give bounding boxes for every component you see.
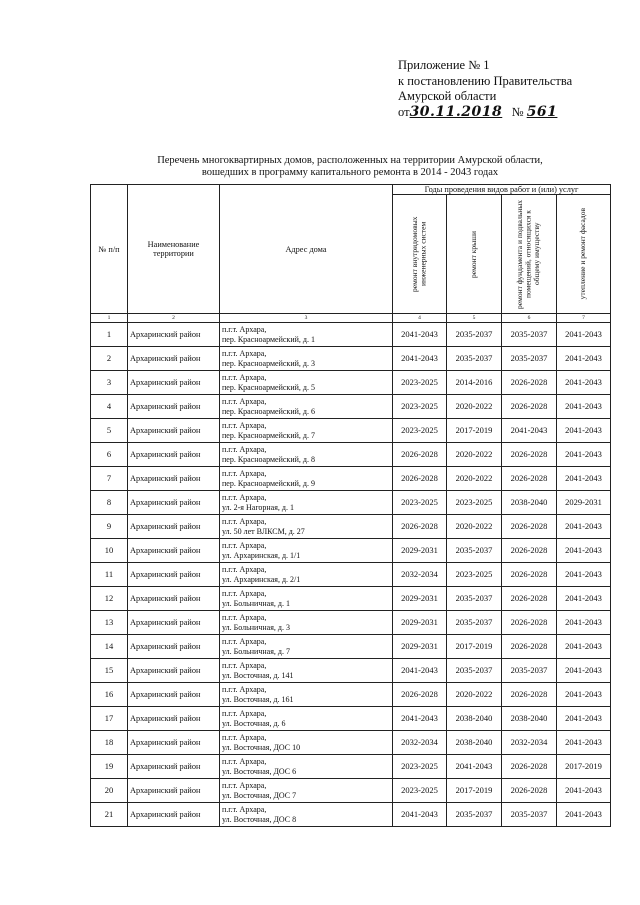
territory-cell: Архаринский район [128, 371, 220, 395]
resolution-date: 30.11.2018 [409, 103, 503, 120]
row-number: 5 [91, 419, 128, 443]
header-col6: ремонт фундамента и подвальных помещений, относящихся к общему имуществу [515, 199, 542, 309]
facade-repair-years: 2041-2043 [557, 659, 611, 683]
row-number: 16 [91, 683, 128, 707]
header-years-group: Годы проведения видов работ и (или) услуг [393, 185, 611, 195]
roof-repair-years: 2041-2043 [447, 755, 502, 779]
table-row [91, 731, 611, 755]
facade-repair-years: 2041-2043 [557, 611, 611, 635]
row-number: 14 [91, 635, 128, 659]
address-line2: ул. Архаринская, д. 2/1 [222, 574, 301, 584]
roof-repair-years: 2035-2037 [447, 323, 502, 347]
header-col7: утепление и ремонт фасадов [578, 208, 588, 300]
engineering-systems-years: 2023-2025 [393, 419, 447, 443]
roof-repair-years: 2020-2022 [447, 443, 502, 467]
address-line2: пер. Красноармейский, д. 9 [222, 478, 315, 488]
header-num: № п/п [91, 185, 128, 314]
address-cell [220, 539, 393, 563]
roof-repair-years: 2017-2019 [447, 419, 502, 443]
roof-repair-years: 2035-2037 [447, 539, 502, 563]
address-line1: п.г.т. Архара, [222, 589, 267, 598]
territory-cell: Архаринский район [128, 611, 220, 635]
engineering-systems-years: 2029-2031 [393, 635, 447, 659]
row-number: 20 [91, 779, 128, 803]
row-number: 6 [91, 443, 128, 467]
facade-repair-years: 2041-2043 [557, 371, 611, 395]
address-line1: п.г.т. Архара, [222, 445, 267, 454]
facade-repair-years: 2041-2043 [557, 515, 611, 539]
address-line2: ул. Больничная, д. 1 [222, 598, 290, 608]
header-col4: ремонт внутридомовых инженерных систем [410, 216, 428, 292]
table-row [91, 347, 611, 371]
number-label: № [511, 104, 524, 119]
roof-repair-years: 2035-2037 [447, 347, 502, 371]
roof-repair-years: 2020-2022 [447, 683, 502, 707]
col-number: 3 [220, 314, 393, 323]
facade-repair-years: 2041-2043 [557, 587, 611, 611]
address-line1: п.г.т. Архара, [222, 397, 267, 406]
row-number: 10 [91, 539, 128, 563]
address-line1: п.г.т. Архара, [222, 325, 267, 334]
facade-repair-years: 2041-2043 [557, 731, 611, 755]
address-line2: ул. Восточная, д. 141 [222, 670, 294, 680]
territory-cell: Архаринский район [128, 443, 220, 467]
address-line1: п.г.т. Архара, [222, 805, 267, 814]
table-row [91, 635, 611, 659]
address-line2: пер. Красноармейский, д. 8 [222, 454, 315, 464]
table-body [91, 323, 611, 827]
address-line1: п.г.т. Архара, [222, 637, 267, 646]
address-line2: пер. Красноармейский, д. 7 [222, 430, 315, 440]
col-number: 4 [393, 314, 447, 323]
col-number: 2 [128, 314, 220, 323]
housing-table [90, 184, 611, 827]
table-row [91, 515, 611, 539]
facade-repair-years: 2029-2031 [557, 491, 611, 515]
table-row [91, 491, 611, 515]
col-number: 5 [447, 314, 502, 323]
engineering-systems-years: 2041-2043 [393, 659, 447, 683]
engineering-systems-years: 2029-2031 [393, 611, 447, 635]
row-number: 17 [91, 707, 128, 731]
header-col4-cell [393, 195, 447, 314]
foundation-repair-years: 2026-2028 [502, 395, 557, 419]
address-line1: п.г.т. Архара, [222, 373, 267, 382]
territory-cell: Архаринский район [128, 659, 220, 683]
row-number: 2 [91, 347, 128, 371]
facade-repair-years: 2041-2043 [557, 323, 611, 347]
engineering-systems-years: 2029-2031 [393, 539, 447, 563]
engineering-systems-years: 2041-2043 [393, 803, 447, 827]
table-row [91, 611, 611, 635]
foundation-repair-years: 2035-2037 [502, 323, 557, 347]
territory-cell: Архаринский район [128, 587, 220, 611]
facade-repair-years: 2041-2043 [557, 467, 611, 491]
engineering-systems-years: 2023-2025 [393, 371, 447, 395]
address-line1: п.г.т. Архара, [222, 469, 267, 478]
address-cell [220, 467, 393, 491]
foundation-repair-years: 2026-2028 [502, 683, 557, 707]
table-row [91, 323, 611, 347]
address-line1: п.г.т. Архара, [222, 781, 267, 790]
address-line2: ул. Восточная, д. 161 [222, 694, 294, 704]
table-row [91, 563, 611, 587]
row-number: 1 [91, 323, 128, 347]
foundation-repair-years: 2026-2028 [502, 755, 557, 779]
foundation-repair-years: 2035-2037 [502, 659, 557, 683]
engineering-systems-years: 2032-2034 [393, 731, 447, 755]
col-number: 6 [502, 314, 557, 323]
engineering-systems-years: 2023-2025 [393, 779, 447, 803]
table-row [91, 587, 611, 611]
table-row [91, 659, 611, 683]
foundation-repair-years: 2032-2034 [502, 731, 557, 755]
address-line2: ул. Восточная, ДОС 8 [222, 814, 297, 824]
territory-cell: Архаринский район [128, 491, 220, 515]
appendix-date-line [398, 105, 572, 121]
roof-repair-years: 2020-2022 [447, 515, 502, 539]
address-line2: ул. Восточная, ДОС 10 [222, 742, 301, 752]
address-line1: п.г.т. Архара, [222, 421, 267, 430]
appendix-line1: Приложение № 1 [398, 58, 490, 72]
foundation-repair-years: 2038-2040 [502, 707, 557, 731]
address-line1: п.г.т. Архара, [222, 493, 267, 502]
engineering-systems-years: 2041-2043 [393, 707, 447, 731]
document-title [100, 155, 600, 179]
table-row [91, 467, 611, 491]
roof-repair-years: 2035-2037 [447, 587, 502, 611]
col-number: 1 [91, 314, 128, 323]
row-number: 18 [91, 731, 128, 755]
facade-repair-years: 2041-2043 [557, 443, 611, 467]
address-cell [220, 611, 393, 635]
table-row [91, 539, 611, 563]
facade-repair-years: 2041-2043 [557, 707, 611, 731]
foundation-repair-years: 2035-2037 [502, 803, 557, 827]
appendix-line3: Амурской области [398, 89, 497, 103]
facade-repair-years: 2017-2019 [557, 755, 611, 779]
territory-cell: Архаринский район [128, 779, 220, 803]
address-line2: пер. Красноармейский, д. 3 [222, 358, 315, 368]
engineering-systems-years: 2026-2028 [393, 515, 447, 539]
address-cell [220, 443, 393, 467]
address-cell [220, 587, 393, 611]
address-line1: п.г.т. Архара, [222, 661, 267, 670]
row-number: 12 [91, 587, 128, 611]
address-line2: ул. Больничная, д. 7 [222, 646, 290, 656]
roof-repair-years: 2020-2022 [447, 395, 502, 419]
address-line1: п.г.т. Архара, [222, 757, 267, 766]
foundation-repair-years: 2026-2028 [502, 443, 557, 467]
foundation-repair-years: 2038-2040 [502, 491, 557, 515]
address-line2: ул. 50 лет ВЛКСМ, д. 27 [222, 526, 305, 536]
address-cell [220, 635, 393, 659]
roof-repair-years: 2035-2037 [447, 611, 502, 635]
row-number: 4 [91, 395, 128, 419]
roof-repair-years: 2038-2040 [447, 731, 502, 755]
address-cell [220, 491, 393, 515]
table-row [91, 779, 611, 803]
table-row [91, 419, 611, 443]
address-cell [220, 779, 393, 803]
appendix-line2: к постановлению Правительства [398, 73, 573, 88]
engineering-systems-years: 2023-2025 [393, 491, 447, 515]
territory-cell: Архаринский район [128, 563, 220, 587]
engineering-systems-years: 2026-2028 [393, 467, 447, 491]
header-col7-cell [557, 195, 611, 314]
address-cell [220, 395, 393, 419]
header-col6-cell [502, 195, 557, 314]
address-cell [220, 803, 393, 827]
engineering-systems-years: 2041-2043 [393, 347, 447, 371]
address-cell [220, 347, 393, 371]
address-cell [220, 371, 393, 395]
facade-repair-years: 2041-2043 [557, 347, 611, 371]
territory-cell: Архаринский район [128, 635, 220, 659]
territory-cell: Архаринский район [128, 419, 220, 443]
address-cell [220, 659, 393, 683]
resolution-number: 561 [526, 103, 558, 120]
roof-repair-years: 2014-2016 [447, 371, 502, 395]
territory-cell: Архаринский район [128, 395, 220, 419]
table-row [91, 755, 611, 779]
territory-cell: Архаринский район [128, 467, 220, 491]
address-cell [220, 419, 393, 443]
row-number: 9 [91, 515, 128, 539]
territory-cell: Архаринский район [128, 683, 220, 707]
engineering-systems-years: 2023-2025 [393, 755, 447, 779]
address-cell [220, 515, 393, 539]
territory-cell: Архаринский район [128, 707, 220, 731]
facade-repair-years: 2041-2043 [557, 803, 611, 827]
row-number: 13 [91, 611, 128, 635]
row-number: 7 [91, 467, 128, 491]
address-line1: п.г.т. Архара, [222, 517, 267, 526]
header-col5: ремонт крыши [468, 230, 478, 278]
row-number: 8 [91, 491, 128, 515]
foundation-repair-years: 2035-2037 [502, 347, 557, 371]
address-cell [220, 731, 393, 755]
foundation-repair-years: 2041-2043 [502, 419, 557, 443]
row-number: 3 [91, 371, 128, 395]
facade-repair-years: 2041-2043 [557, 635, 611, 659]
address-line2: пер. Красноармейский, д. 1 [222, 334, 315, 344]
row-number: 21 [91, 803, 128, 827]
header-territory: Наименование территории [128, 185, 220, 314]
foundation-repair-years: 2026-2028 [502, 587, 557, 611]
engineering-systems-years: 2023-2025 [393, 395, 447, 419]
address-line2: ул. Архаринская, д. 1/1 [222, 550, 301, 560]
address-line1: п.г.т. Архара, [222, 613, 267, 622]
address-line2: ул. Восточная, ДОС 7 [222, 790, 297, 800]
roof-repair-years: 2017-2019 [447, 635, 502, 659]
territory-cell: Архаринский район [128, 731, 220, 755]
address-line1: п.г.т. Архара, [222, 733, 267, 742]
engineering-systems-years: 2032-2034 [393, 563, 447, 587]
row-number: 15 [91, 659, 128, 683]
address-cell [220, 683, 393, 707]
facade-repair-years: 2041-2043 [557, 683, 611, 707]
territory-cell: Архаринский район [128, 539, 220, 563]
foundation-repair-years: 2026-2028 [502, 779, 557, 803]
address-line1: п.г.т. Архара, [222, 541, 267, 550]
foundation-repair-years: 2026-2028 [502, 467, 557, 491]
title-line1: Перечень многоквартирных домов, расположенных на территории Амурской области, [157, 155, 543, 166]
facade-repair-years: 2041-2043 [557, 539, 611, 563]
header-col5-cell [447, 195, 502, 314]
from-label: от [398, 104, 410, 119]
row-number: 19 [91, 755, 128, 779]
header-address: Адрес дома [220, 185, 393, 314]
col-number: 7 [557, 314, 611, 323]
territory-cell: Архаринский район [128, 347, 220, 371]
foundation-repair-years: 2026-2028 [502, 611, 557, 635]
foundation-repair-years: 2026-2028 [502, 371, 557, 395]
engineering-systems-years: 2026-2028 [393, 683, 447, 707]
address-cell [220, 563, 393, 587]
address-line2: ул. Восточная, ДОС 6 [222, 766, 297, 776]
table-row [91, 395, 611, 419]
column-numbers-row [91, 314, 611, 323]
facade-repair-years: 2041-2043 [557, 419, 611, 443]
address-line1: п.г.т. Архара, [222, 565, 267, 574]
roof-repair-years: 2023-2025 [447, 563, 502, 587]
address-line1: п.г.т. Архара, [222, 709, 267, 718]
facade-repair-years: 2041-2043 [557, 779, 611, 803]
row-number: 11 [91, 563, 128, 587]
appendix-block [398, 58, 572, 120]
table-row [91, 683, 611, 707]
address-line2: ул. Больничная, д. 3 [222, 622, 290, 632]
address-cell [220, 707, 393, 731]
engineering-systems-years: 2026-2028 [393, 443, 447, 467]
table-row [91, 803, 611, 827]
foundation-repair-years: 2026-2028 [502, 563, 557, 587]
territory-cell: Архаринский район [128, 323, 220, 347]
table-row [91, 443, 611, 467]
foundation-repair-years: 2026-2028 [502, 635, 557, 659]
address-cell [220, 323, 393, 347]
table-row [91, 371, 611, 395]
roof-repair-years: 2023-2025 [447, 491, 502, 515]
table-row [91, 707, 611, 731]
address-cell [220, 755, 393, 779]
address-line2: ул. 2-я Нагорная, д. 1 [222, 502, 294, 512]
roof-repair-years: 2020-2022 [447, 467, 502, 491]
engineering-systems-years: 2041-2043 [393, 323, 447, 347]
roof-repair-years: 2017-2019 [447, 779, 502, 803]
foundation-repair-years: 2026-2028 [502, 539, 557, 563]
roof-repair-years: 2038-2040 [447, 707, 502, 731]
facade-repair-years: 2041-2043 [557, 563, 611, 587]
address-line2: пер. Красноармейский, д. 5 [222, 382, 315, 392]
territory-cell: Архаринский район [128, 515, 220, 539]
engineering-systems-years: 2029-2031 [393, 587, 447, 611]
address-line2: пер. Красноармейский, д. 6 [222, 406, 315, 416]
facade-repair-years: 2041-2043 [557, 395, 611, 419]
territory-cell: Архаринский район [128, 755, 220, 779]
roof-repair-years: 2035-2037 [447, 659, 502, 683]
address-line1: п.г.т. Архара, [222, 685, 267, 694]
territory-cell: Архаринский район [128, 803, 220, 827]
address-line1: п.г.т. Архара, [222, 349, 267, 358]
foundation-repair-years: 2026-2028 [502, 515, 557, 539]
roof-repair-years: 2035-2037 [447, 803, 502, 827]
title-line2: вошедших в программу капитального ремонта в 2014 - 2043 годах [201, 167, 499, 178]
address-line2: ул. Восточная, д. 6 [222, 718, 286, 728]
